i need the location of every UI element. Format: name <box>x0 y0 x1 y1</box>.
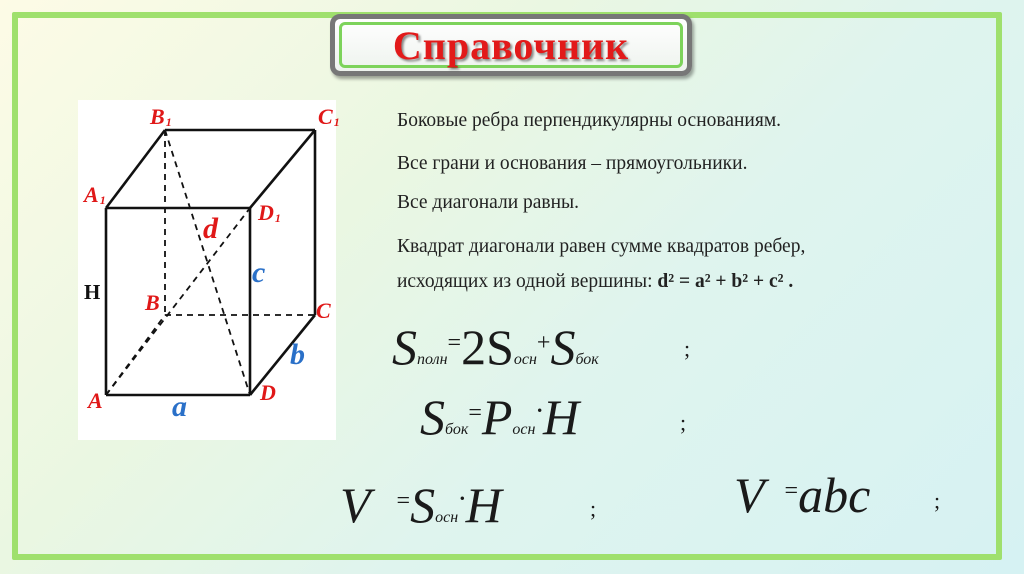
vertex-d-label: D <box>260 380 276 405</box>
semicolon-2: ; <box>680 410 687 435</box>
semicolon-3: ; <box>590 496 597 521</box>
vertex-c1-label: $C_1$ <box>318 104 340 129</box>
edge-a1-b1 <box>106 130 165 208</box>
formula-volume-base-height: V =Sосн·H <box>340 477 502 533</box>
diagonal-a-c1 <box>106 208 250 395</box>
edge-a-label: a <box>172 390 187 423</box>
title-inner <box>339 22 683 68</box>
vertex-c-label: C <box>316 298 331 323</box>
vertex-a1-label: $A_1$ <box>84 182 106 207</box>
vertex-d1-label: $D_1$ <box>258 200 281 225</box>
edge-c-label: c <box>252 256 266 289</box>
property-lateral-edges: Боковые ребра перпендикулярны основаниям. <box>397 110 782 131</box>
formula-volume-abc: V =abc <box>734 467 871 523</box>
semicolon-4: ; <box>934 488 941 513</box>
vertex-b1-label: $B_1$ <box>150 104 172 129</box>
vertex-b-label: B <box>145 290 160 315</box>
diagonal-d-label: d <box>203 212 218 245</box>
property-diagonal-square-line2: исходящих из одной вершины: d² = a² + b² + c² . <box>397 271 794 292</box>
page-title: Справочник <box>392 22 630 68</box>
property-diagonal-square-line1: Квадрат диагонали равен сумме квадратов ребер, <box>397 236 806 257</box>
title-box <box>330 14 692 76</box>
semicolon-1: ; <box>684 336 691 361</box>
diagonal-formula: d² = a² + b² + c² . <box>657 271 794 292</box>
edge-b-label: b <box>290 338 305 371</box>
formula-lateral-surface: Sбок=Pосн·H <box>420 389 580 445</box>
property-faces-rectangles: Все грани и основания – прямоугольники. <box>397 153 748 174</box>
parallelepiped-figure <box>78 100 336 440</box>
vertex-a-label: A <box>88 388 103 413</box>
edge-c1-d1 <box>250 130 315 208</box>
formula-full-surface: Sполн=2Sосн+Sбок <box>392 319 599 375</box>
property-diagonals-equal: Все диагонали равны. <box>397 192 580 213</box>
height-h-label: H <box>84 280 101 304</box>
parallelepiped-drawing <box>78 100 336 440</box>
